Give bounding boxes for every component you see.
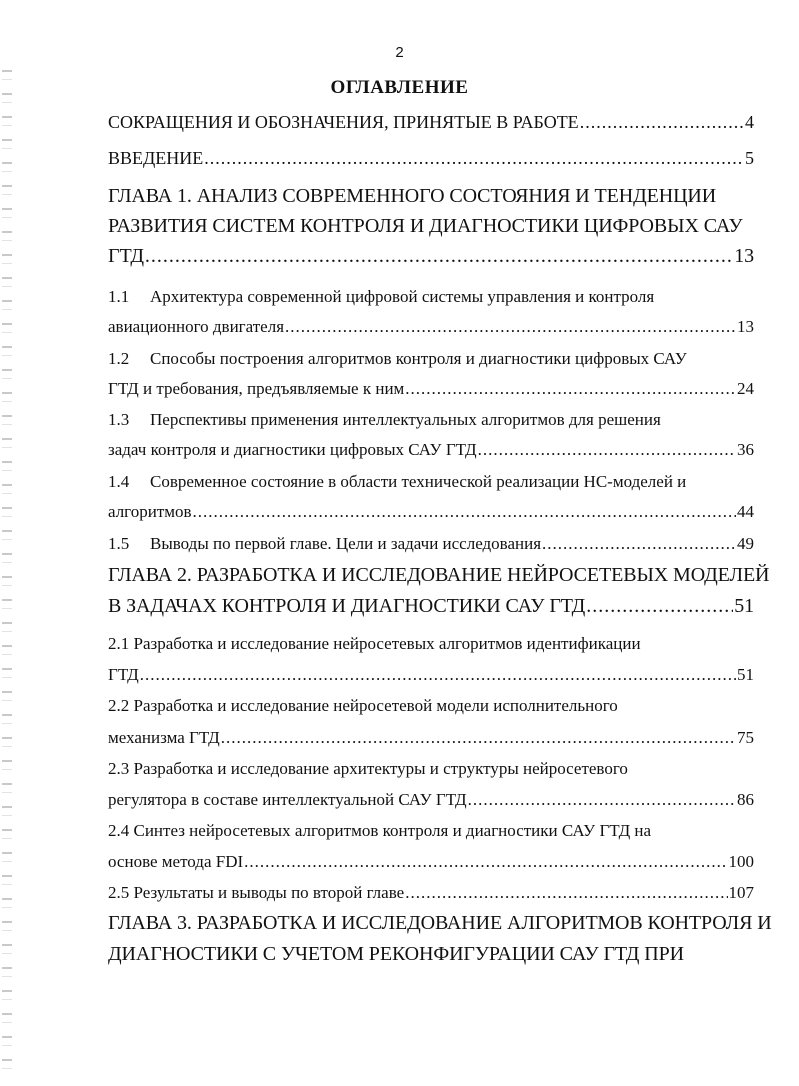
toc-page-number: 86: [737, 790, 754, 809]
toc-entry-text: 2.5 Результаты и выводы по второй главе: [108, 883, 405, 902]
toc-entry-text: Перспективы применения интеллектуальных алгоритмов для решения: [150, 410, 661, 429]
toc-entry-text: СОКРАЩЕНИЯ И ОБОЗНАЧЕНИЯ, ПРИНЯТЫЕ В РАБОТЕ: [108, 112, 579, 132]
toc-entry-introduction[interactable]: [108, 146, 754, 170]
toc-page-number: 5: [745, 148, 754, 168]
toc-chapter1-line1[interactable]: ГЛАВА 1. АНАЛИЗ СОВРЕМЕННОГО СОСТОЯНИЯ И ТЕНДЕНЦИИ: [108, 185, 717, 207]
section-number: 1.3: [108, 410, 130, 429]
toc-section-2-4-line2[interactable]: [108, 850, 754, 874]
dot-leader: [244, 850, 727, 874]
toc-chapter3-line1[interactable]: ГЛАВА 3. РАЗРАБОТКА И ИССЛЕДОВАНИЕ АЛГОРИТМОВ КОНТРОЛЯ И: [108, 912, 772, 934]
toc-page-number: 13: [734, 245, 754, 267]
toc-chapter1-line2[interactable]: РАЗВИТИЯ СИСТЕМ КОНТРОЛЯ И ДИАГНОСТИКИ ЦИФРОВЫХ САУ: [108, 215, 743, 237]
toc-section-2-2-line1[interactable]: 2.2 Разработка и исследование нейросетевой модели исполнительного: [108, 696, 618, 715]
toc-section-1-2-line1[interactable]: [108, 347, 754, 371]
toc-section-2-2-line2[interactable]: [108, 726, 754, 750]
dot-leader: [478, 438, 736, 462]
toc-section-1-4-line1[interactable]: [108, 470, 754, 494]
toc-section-1-4-line2[interactable]: [108, 500, 754, 524]
toc-entry-text: В ЗАДАЧАХ КОНТРОЛЯ И ДИАГНОСТИКИ САУ ГТД: [108, 595, 586, 617]
dot-leader: [405, 881, 727, 905]
toc-page-number: 100: [728, 852, 754, 871]
toc-section-1-2-line2[interactable]: [108, 377, 754, 401]
dot-leader: [405, 377, 736, 401]
toc-entry-text: алгоритмов: [108, 502, 192, 521]
toc-page-number: 24: [737, 379, 754, 398]
toc-entry-text: Современное состояние в области технической реализации НС-моделей и: [150, 472, 687, 491]
toc-entry-text: основе метода FDI: [108, 852, 244, 871]
dot-leader: [140, 663, 736, 687]
dot-leader: [145, 244, 733, 268]
toc-entry-text: Способы построения алгоритмов контроля и диагностики цифровых САУ: [150, 349, 687, 368]
dot-leader: [221, 726, 736, 750]
toc-entry-text: Архитектура современной цифровой системы управления и контроля: [150, 287, 655, 306]
section-number: 1.1: [108, 287, 130, 306]
toc-entry-text: ВВЕДЕНИЕ: [108, 148, 204, 168]
toc-section-1-3-line2[interactable]: [108, 438, 754, 462]
dot-leader: [586, 594, 733, 618]
toc-entry-text: механизма ГТД: [108, 728, 220, 747]
toc-chapter3-line2[interactable]: ДИАГНОСТИКИ С УЧЕТОМ РЕКОНФИГУРАЦИИ САУ ГТД ПРИ: [108, 943, 684, 965]
toc-title: ОГЛАВЛЕНИЕ: [330, 77, 469, 98]
dot-leader: [580, 110, 744, 134]
toc-section-2-1-line2[interactable]: [108, 663, 754, 687]
section-number: 1.5: [108, 534, 130, 553]
dot-leader: [285, 315, 736, 339]
toc-entry-abbreviations[interactable]: [108, 110, 754, 134]
toc-chapter1-line3[interactable]: [108, 244, 754, 268]
toc-section-1-3-line1[interactable]: [108, 408, 754, 432]
dot-leader: [193, 500, 736, 524]
toc-page-number: 75: [737, 728, 754, 747]
toc-section-1-1-line2[interactable]: [108, 315, 754, 339]
toc-section-2-3-line2[interactable]: [108, 788, 754, 812]
toc-chapter2-line1[interactable]: ГЛАВА 2. РАЗРАБОТКА И ИССЛЕДОВАНИЕ НЕЙРОСЕТЕВЫХ МОДЕЛЕЙ: [108, 564, 770, 586]
toc-entry-text: задач контроля и диагностики цифровых САУ ГТД: [108, 440, 477, 459]
page-number: 2: [395, 44, 404, 61]
section-number: 1.2: [108, 349, 130, 368]
toc-section-2-4-line1[interactable]: 2.4 Синтез нейросетевых алгоритмов контроля и диагностики САУ ГТД на: [108, 821, 652, 840]
toc-page-number: 36: [737, 440, 754, 459]
toc-section-1-1-line1[interactable]: [108, 285, 754, 309]
toc-section-2-1-line1[interactable]: 2.1 Разработка и исследование нейросетевых алгоритмов идентификации: [108, 634, 641, 653]
toc-section-2-5[interactable]: [108, 881, 754, 905]
toc-entry-text: Выводы по первой главе. Цели и задачи исследования: [150, 534, 542, 553]
dot-leader: [468, 788, 736, 812]
toc-entry-text-wrap: [108, 532, 541, 556]
toc-chapter2-line2[interactable]: [108, 594, 754, 618]
dot-leader: [204, 146, 744, 170]
toc-entry-text: ГТД: [108, 665, 139, 684]
toc-entry-text: авиационного двигателя: [108, 317, 285, 336]
toc-page-number: 51: [734, 595, 754, 617]
toc-page-number: 49: [737, 534, 754, 553]
toc-page-number: 107: [728, 883, 754, 902]
toc-page-number: 4: [745, 112, 754, 132]
toc-page-number: 44: [737, 502, 754, 521]
toc-entry-text: ГТД: [108, 245, 144, 267]
toc-section-2-3-line1[interactable]: 2.3 Разработка и исследование архитектуры и структуры нейросетевого: [108, 759, 628, 778]
section-number: 1.4: [108, 472, 130, 491]
toc-entry-text: ГТД и требования, предъявляемые к ним: [108, 379, 405, 398]
toc-page-number: 13: [737, 317, 754, 336]
toc-section-1-5[interactable]: [108, 532, 754, 556]
dot-leader: [542, 532, 736, 556]
scan-margin-marks: [2, 70, 12, 1070]
toc-entry-text: регулятора в составе интеллектуальной САУ ГТД: [108, 790, 467, 809]
toc-page-number: 51: [737, 665, 754, 684]
